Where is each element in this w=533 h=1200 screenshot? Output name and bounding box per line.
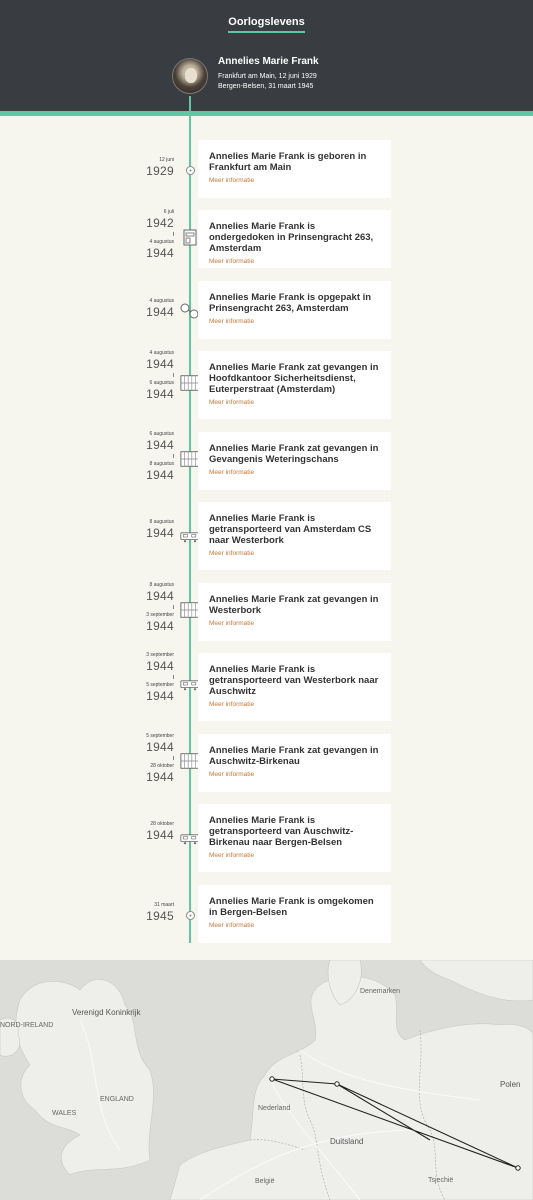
more-info-link[interactable]: Meer informatie <box>209 771 255 778</box>
map-label-england: ENGLAND <box>100 1096 134 1103</box>
map-label-netherlands: Nederland <box>258 1105 291 1112</box>
event-start-year: 1944 <box>146 740 174 754</box>
event-dates <box>100 297 174 319</box>
event-end-day: 5 september <box>146 682 174 688</box>
event-title: Annelies Marie Frank is omgekomen in Bergen-Belsen <box>209 896 374 918</box>
event-title: Annelies Marie Frank is opgepakt in Prinsengracht 263, Amsterdam <box>209 292 372 314</box>
brand[interactable] <box>0 12 533 33</box>
more-info-link[interactable]: Meer informatie <box>209 318 255 325</box>
more-info-link[interactable]: Meer informatie <box>209 620 255 627</box>
timeline-event <box>0 583 533 641</box>
event-dates <box>100 430 174 482</box>
event-start-year: 1944 <box>146 438 174 452</box>
event-start-day: 3 september <box>146 652 174 658</box>
person-summary <box>218 56 319 92</box>
accent-bar <box>0 111 533 116</box>
event-start-year: 1944 <box>146 526 174 540</box>
event-title: Annelies Marie Frank zat gevangen in Westerbork <box>209 594 379 616</box>
event-card[interactable] <box>198 140 391 198</box>
prison-icon <box>180 374 200 392</box>
event-end-day: 4 augustus <box>149 239 174 245</box>
event-start-day: 31 maart <box>154 902 174 908</box>
event-title: Annelies Marie Frank zat gevangen in Gevangenis Weteringschans <box>209 443 379 465</box>
timeline-spine-top <box>189 96 191 111</box>
timeline-event <box>0 210 533 268</box>
event-start-year: 1944 <box>146 357 174 371</box>
timeline-event <box>0 351 533 419</box>
event-card[interactable] <box>198 653 391 721</box>
event-start-year: 1944 <box>146 589 174 603</box>
event-title: Annelies Marie Frank zat gevangen in Hoofdkantoor Sicherheitsdienst, Euterperstraat (Amsterdam) <box>209 362 379 395</box>
event-title: Annelies Marie Frank is getransporteerd van Auschwitz-Birkenau naar Bergen-Belsen <box>209 815 354 848</box>
event-end-year: 1944 <box>146 246 174 260</box>
event-dates <box>100 581 174 633</box>
more-info-link[interactable]: Meer informatie <box>209 922 255 929</box>
avatar <box>172 58 208 94</box>
circle-icon <box>180 906 200 924</box>
map-label-denmark: Denemarken <box>360 988 401 995</box>
event-card[interactable] <box>198 583 391 641</box>
more-info-link[interactable]: Meer informatie <box>209 258 255 265</box>
map-label-czechia: Tsjechië <box>428 1177 454 1184</box>
event-dates <box>100 901 174 923</box>
event-end-year: 1944 <box>146 468 174 482</box>
event-start-year: 1945 <box>146 909 174 923</box>
event-title: Annelies Marie Frank is getransporteerd van Amsterdam CS naar Westerbork <box>209 513 372 546</box>
event-start-day: 28 oktober <box>150 821 174 827</box>
more-info-link[interactable]: Meer informatie <box>209 701 255 708</box>
person-name: Annelies Marie Frank <box>218 56 319 67</box>
event-title: Annelies Marie Frank is ondergedoken in Prinsengracht 263, Amsterdam <box>209 221 374 254</box>
event-title: Annelies Marie Frank zat gevangen in Auschwitz-Birkenau <box>209 745 379 767</box>
event-end-day: 8 augustus <box>149 461 174 467</box>
handcuffs-icon <box>180 302 200 320</box>
event-end-year: 1944 <box>146 770 174 784</box>
event-start-day: 5 september <box>146 733 174 739</box>
event-card[interactable] <box>198 210 391 268</box>
timeline-event <box>0 804 533 872</box>
event-card[interactable] <box>198 281 391 339</box>
event-start-year: 1944 <box>146 305 174 319</box>
event-card[interactable] <box>198 502 391 570</box>
event-end-day: 28 oktober <box>150 763 174 769</box>
map-label-northern-ireland: NORD-IRELAND <box>0 1022 54 1029</box>
timeline-event <box>0 281 533 339</box>
event-card[interactable] <box>198 432 391 490</box>
more-info-link[interactable]: Meer informatie <box>209 469 255 476</box>
event-dates <box>100 208 174 260</box>
timeline-event <box>0 734 533 792</box>
timeline-event <box>0 885 533 943</box>
event-end-year: 1944 <box>146 619 174 633</box>
event-start-day: 6 juli <box>163 209 174 215</box>
event-start-year: 1942 <box>146 216 174 230</box>
event-start-day: 8 augustus <box>149 519 174 525</box>
timeline-event <box>0 432 533 490</box>
more-info-link[interactable]: Meer informatie <box>209 399 255 406</box>
map-label-germany: Duitsland <box>330 1137 364 1146</box>
event-end-year: 1944 <box>146 387 174 401</box>
event-dates <box>100 518 174 540</box>
event-start-year: 1929 <box>146 164 174 178</box>
train-icon <box>180 528 200 546</box>
event-title: Annelies Marie Frank is geboren in Frankfurt am Main <box>209 151 367 173</box>
map-canvas[interactable] <box>0 960 533 1200</box>
prison-icon <box>180 752 200 770</box>
event-card[interactable] <box>198 885 391 943</box>
event-end-year: 1944 <box>146 689 174 703</box>
event-end-day: 3 september <box>146 612 174 618</box>
event-start-day: 6 augustus <box>149 431 174 437</box>
event-dates <box>100 820 174 842</box>
more-info-link[interactable]: Meer informatie <box>209 852 255 859</box>
event-dates <box>100 349 174 401</box>
train-icon <box>180 676 200 694</box>
person-death: Bergen-Belsen, 31 maart 1945 <box>218 83 314 90</box>
event-start-year: 1944 <box>146 828 174 842</box>
more-info-link[interactable]: Meer informatie <box>209 550 255 557</box>
route-map[interactable] <box>0 960 533 1200</box>
person-birth: Frankfurt am Main, 12 juni 1929 <box>218 73 317 80</box>
map-label-uk: Verenigd Koninkrijk <box>72 1008 141 1017</box>
event-dates <box>100 651 174 703</box>
train-icon <box>180 830 200 848</box>
event-dates <box>100 732 174 784</box>
house-icon <box>180 228 200 246</box>
event-card[interactable] <box>198 804 391 872</box>
event-card[interactable] <box>198 351 391 419</box>
event-card[interactable] <box>198 734 391 792</box>
map-label-belgium: België <box>255 1178 275 1185</box>
map-label-poland: Polen <box>500 1080 521 1089</box>
event-start-day: 12 juni <box>159 157 174 163</box>
circle-icon <box>180 161 200 179</box>
event-start-day: 4 augustus <box>149 350 174 356</box>
event-start-day: 4 augustus <box>149 298 174 304</box>
event-title: Annelies Marie Frank is getransporteerd van Westerbork naar Auschwitz <box>209 664 379 697</box>
event-start-year: 1944 <box>146 659 174 673</box>
prison-icon <box>180 601 200 619</box>
map-label-wales: WALES <box>52 1110 77 1117</box>
header <box>0 0 533 111</box>
timeline-event <box>0 140 533 198</box>
timeline-event <box>0 502 533 570</box>
timeline-event <box>0 653 533 721</box>
event-dates <box>100 156 174 178</box>
prison-icon <box>180 450 200 468</box>
more-info-link[interactable]: Meer informatie <box>209 177 255 184</box>
event-start-day: 8 augustus <box>149 582 174 588</box>
brand-logo-text[interactable]: Oorlogslevens <box>228 16 304 33</box>
event-end-day: 6 augustus <box>149 380 174 386</box>
